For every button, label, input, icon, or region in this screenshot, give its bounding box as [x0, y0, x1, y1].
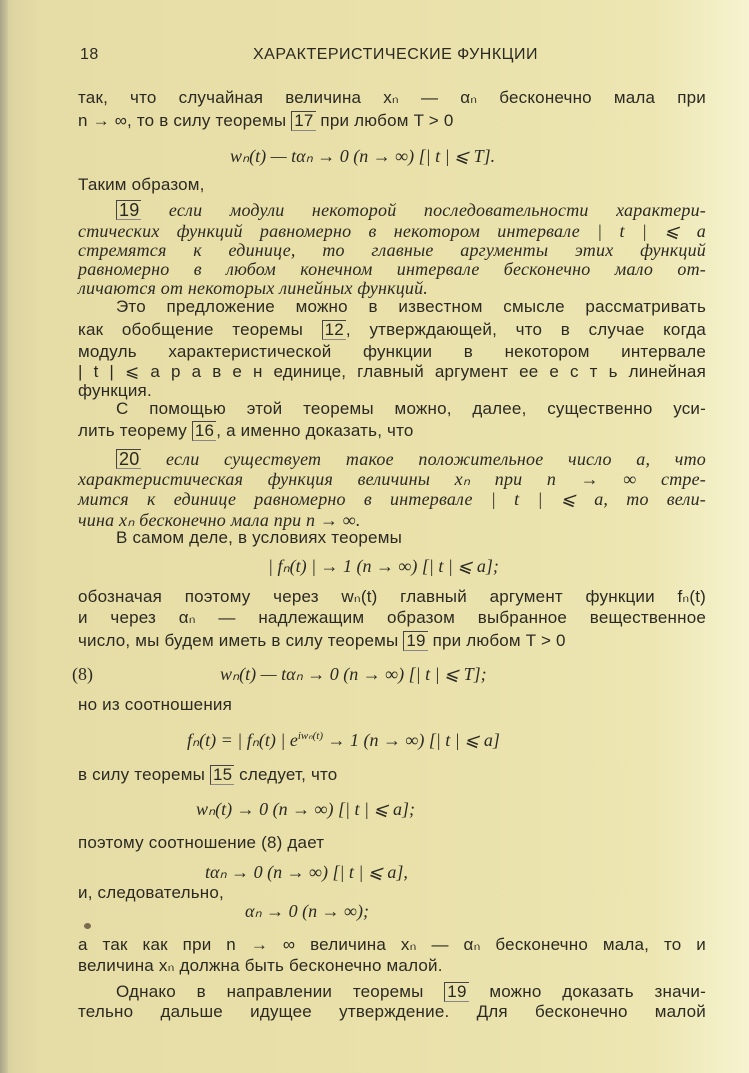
text-line: [78, 111, 706, 131]
theorem-ref: 19: [116, 200, 141, 220]
page-edge: [0, 0, 8, 1073]
running-title: ХАРАКТЕРИСТИЧЕСКИЕ ФУНКЦИИ: [253, 46, 538, 63]
equation-label: (8): [72, 664, 93, 684]
equation: tαₙ → 0 (n → ∞) [| t | ⩽ a],: [205, 862, 408, 882]
text: следует, что: [234, 765, 338, 784]
text-line: но из соотношения: [78, 695, 233, 714]
text-line: [78, 765, 706, 785]
theorem-ref: 16: [192, 421, 216, 441]
text-line: [78, 421, 706, 441]
text-line: [78, 631, 706, 651]
theorem-19-line: стических функций равномерно в некотором интервале | t | ⩽ a: [78, 221, 706, 241]
theorem-ref: 19: [403, 631, 427, 651]
text-line: обозначая поэтому через wₙ(t) главный аргумент функции fₙ(t): [78, 587, 706, 606]
equation: wₙ(t) — tαₙ → 0 (n → ∞) [| t | ⩽ T];: [220, 664, 487, 684]
text: если модули некоторой последовательности характери-: [141, 200, 706, 220]
text-line: и через αₙ — надлежащим образом выбранное вещественное: [78, 608, 706, 627]
text: Однако в направлении теоремы: [116, 982, 445, 1001]
equation: wₙ(t) → 0 (n → ∞) [| t | ⩽ a];: [196, 799, 415, 819]
text-line: и, следовательно,: [78, 883, 224, 902]
text-line: а так как при n → ∞ величина xₙ — αₙ бесконечно мала, то и: [78, 935, 706, 954]
text-line: [78, 320, 706, 340]
theorem-ref: 20: [116, 449, 141, 469]
text-line: величина xₙ должна быть бесконечно малой.: [78, 956, 443, 975]
text-line: модуль характеристической функции в некотором интервале: [78, 342, 706, 361]
text: лить теорему: [78, 421, 192, 440]
text-line: функция.: [78, 381, 152, 400]
text-line: так, что случайная величина xₙ — αₙ бесконечно мала при: [78, 88, 706, 107]
equation: [187, 729, 500, 751]
text: , а именно доказать, что: [216, 421, 414, 440]
text-line: | t | ⩽ a р а в е н единице, главный аргумент ее е с т ь линейная: [78, 362, 706, 381]
theorem-20-line: характеристическая функция величины xₙ при n → ∞ стре-: [78, 469, 706, 489]
text: число, мы будем иметь в силу теоремы: [78, 631, 404, 650]
text-line: тельно дальше идущее утверждение. Для бесконечно малой: [78, 1002, 706, 1021]
theorem-20-line: чина xₙ бесконечно мала при n → ∞.: [78, 510, 361, 530]
theorem-ref: 12: [322, 320, 346, 340]
theorem-ref: 17: [291, 111, 315, 131]
text: n → ∞, то в силу теоремы: [78, 111, 292, 130]
text: как обобщение теоремы: [78, 320, 322, 339]
theorem-19-line: стремятся к единице, то главные аргументы этих функций: [78, 240, 706, 260]
page-number: 18: [80, 46, 99, 63]
theorem-ref: 15: [210, 765, 234, 785]
equation: αₙ → 0 (n → ∞);: [245, 901, 369, 921]
equation: | fₙ(t) | → 1 (n → ∞) [| t | ⩽ a];: [268, 556, 499, 576]
text-line: С помощью этой теоремы можно, далее, существенно уси-: [116, 399, 706, 418]
text: при любом T > 0: [315, 111, 454, 130]
theorem-19-line: [78, 200, 706, 220]
text: → 1 (n → ∞) [| t | ⩽ a]: [323, 730, 500, 750]
text: при любом T > 0: [427, 631, 566, 650]
theorem-19-line: равномерно в любом конечном интервале бесконечно мало от-: [78, 259, 706, 279]
text: , утверждающей, что в случае когда: [345, 320, 706, 339]
text-line: В самом деле, в условиях теоремы: [116, 528, 403, 547]
ink-spot: [84, 923, 91, 929]
text-line: Это предложение можно в известном смысле рассматривать: [116, 297, 706, 316]
text-line: [78, 982, 706, 1002]
text: если существует такое положительное число a, что: [141, 449, 706, 469]
theorem-19-line: личаются от некоторых линейных функций.: [78, 278, 429, 298]
theorem-20-line: мится к единице равномерно в интервале | t | ⩽ a, то вели-: [78, 489, 706, 509]
equation: wₙ(t) — tαₙ → 0 (n → ∞) [| t | ⩽ T].: [230, 146, 496, 166]
theorem-ref: 19: [444, 982, 468, 1002]
theorem-20-line: [78, 449, 706, 469]
text-line: Таким образом,: [78, 175, 205, 194]
exponent: iwₙ(t): [297, 730, 324, 742]
text: в силу теоремы: [78, 765, 210, 784]
text: fₙ(t) = | fₙ(t) | e: [187, 730, 298, 750]
text: можно доказать значи-: [468, 982, 706, 1001]
text-line: поэтому соотношение (8) дает: [78, 833, 325, 852]
